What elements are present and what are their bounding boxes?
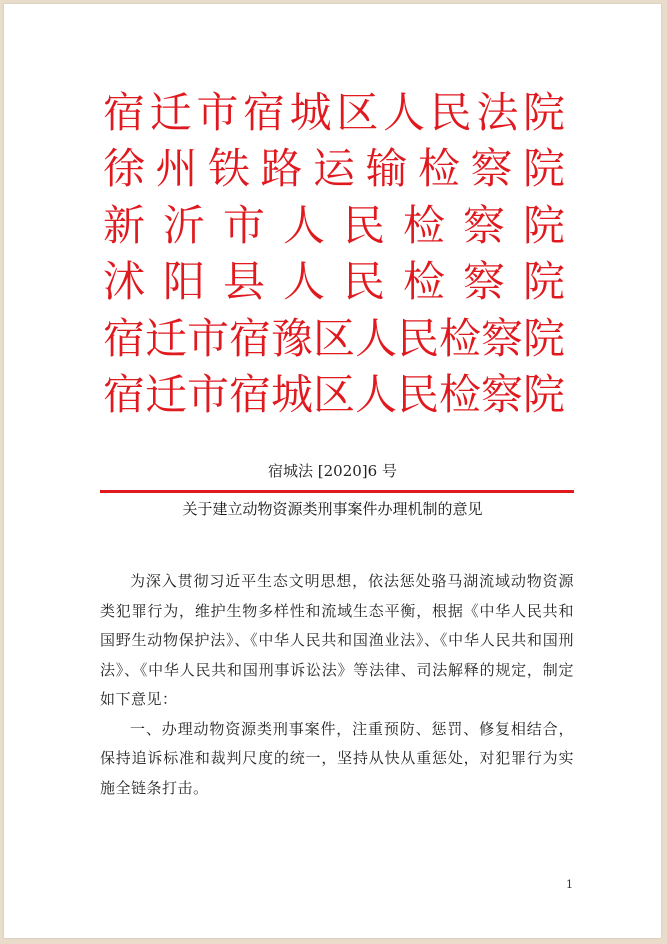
issuer-char: 宿	[229, 370, 272, 419]
issuer-char: 市	[187, 314, 230, 363]
issuer-char: 民	[397, 370, 440, 419]
issuer-char: 察	[481, 370, 524, 419]
issuer-char: 沭	[103, 257, 146, 306]
issuer-char: 察	[463, 257, 506, 306]
issuer-char: 市	[196, 88, 239, 137]
issuer-char: 城	[289, 88, 332, 137]
red-separator-line	[100, 490, 574, 493]
issuer-char: 铁	[208, 144, 251, 193]
issuer-line	[103, 86, 565, 140]
issuer-char: 宿	[103, 370, 146, 419]
issuer-char: 民	[429, 88, 472, 137]
issuer-char: 人	[283, 201, 326, 250]
issuer-char: 路	[260, 144, 303, 193]
issuer-char: 院	[523, 88, 566, 137]
issuer-char: 院	[523, 314, 566, 363]
issuer-char: 民	[343, 257, 386, 306]
issuer-char: 迁	[149, 88, 192, 137]
issuer-char: 人	[283, 257, 326, 306]
issuer-char: 市	[187, 370, 230, 419]
issuer-char: 察	[470, 144, 513, 193]
document-page	[4, 4, 661, 938]
issuer-char: 区	[313, 370, 356, 419]
issuer-char: 运	[313, 144, 356, 193]
issuer-char: 阳	[163, 257, 206, 306]
issuer-char: 区	[336, 88, 379, 137]
body-paragraph: 一、办理动物资源类刑事案件，注重预防、惩罚、修复相结合，保持追诉标准和裁判尺度的统一，坚持从快从重惩处，对犯罪行为实施全链条打击。	[100, 719, 574, 797]
issuer-line	[103, 312, 565, 366]
document-body	[100, 567, 574, 803]
issuer-char: 豫	[271, 314, 314, 363]
issuer-char: 沂	[163, 201, 206, 250]
issuer-char: 迁	[145, 314, 188, 363]
issuer-char: 城	[271, 370, 314, 419]
issuer-char: 察	[481, 314, 524, 363]
issuer-char: 院	[523, 201, 566, 250]
issuer-char: 民	[397, 314, 440, 363]
issuer-char: 区	[313, 314, 356, 363]
issuer-char: 法	[476, 88, 519, 137]
issuer-char: 输	[365, 144, 408, 193]
document-number: 宿城法 [2020]6 号	[268, 462, 397, 480]
issuer-char: 徐	[103, 144, 146, 193]
issuer-char: 宿	[229, 314, 272, 363]
issuer-char: 市	[223, 201, 266, 250]
issuer-char: 宿	[103, 88, 146, 137]
issuer-char: 检	[418, 144, 461, 193]
issuer-char: 新	[103, 201, 146, 250]
issuer-line	[103, 368, 565, 422]
body-paragraph: 为深入贯彻习近平生态文明思想，依法惩处骆马湖流域动物资源类犯罪行为，维护生物多样性和流域生态平衡，根据《中华人民共和国野生动物保护法》、《中华人民共和国渔业法》、《中华人民共和国刑法》、《中华人民共和国刑事诉讼法》等法律、司法解释的规定，制定如下意见：	[100, 572, 574, 708]
issuer-char: 检	[439, 314, 482, 363]
issuer-char: 检	[403, 257, 446, 306]
issuer-char: 县	[223, 257, 266, 306]
issuer-line	[103, 142, 565, 196]
issuer-char: 迁	[145, 370, 188, 419]
issuer-char: 人	[355, 370, 398, 419]
issuer-char: 检	[439, 370, 482, 419]
issuer-char: 人	[383, 88, 426, 137]
page-number: 1	[566, 878, 573, 891]
issuer-char: 宿	[103, 314, 146, 363]
issuer-char: 院	[523, 257, 566, 306]
issuer-char: 察	[463, 201, 506, 250]
issuer-char: 人	[355, 314, 398, 363]
document-title: 关于建立动物资源类刑事案件办理机制的意见	[182, 500, 483, 518]
issuer-char: 院	[523, 144, 566, 193]
issuer-char: 院	[523, 370, 566, 419]
issuer-char: 民	[343, 201, 386, 250]
issuer-char: 检	[403, 201, 446, 250]
issuer-char: 州	[155, 144, 198, 193]
issuer-char: 宿	[243, 88, 286, 137]
issuer-line	[103, 199, 565, 253]
issuer-line	[103, 255, 565, 309]
